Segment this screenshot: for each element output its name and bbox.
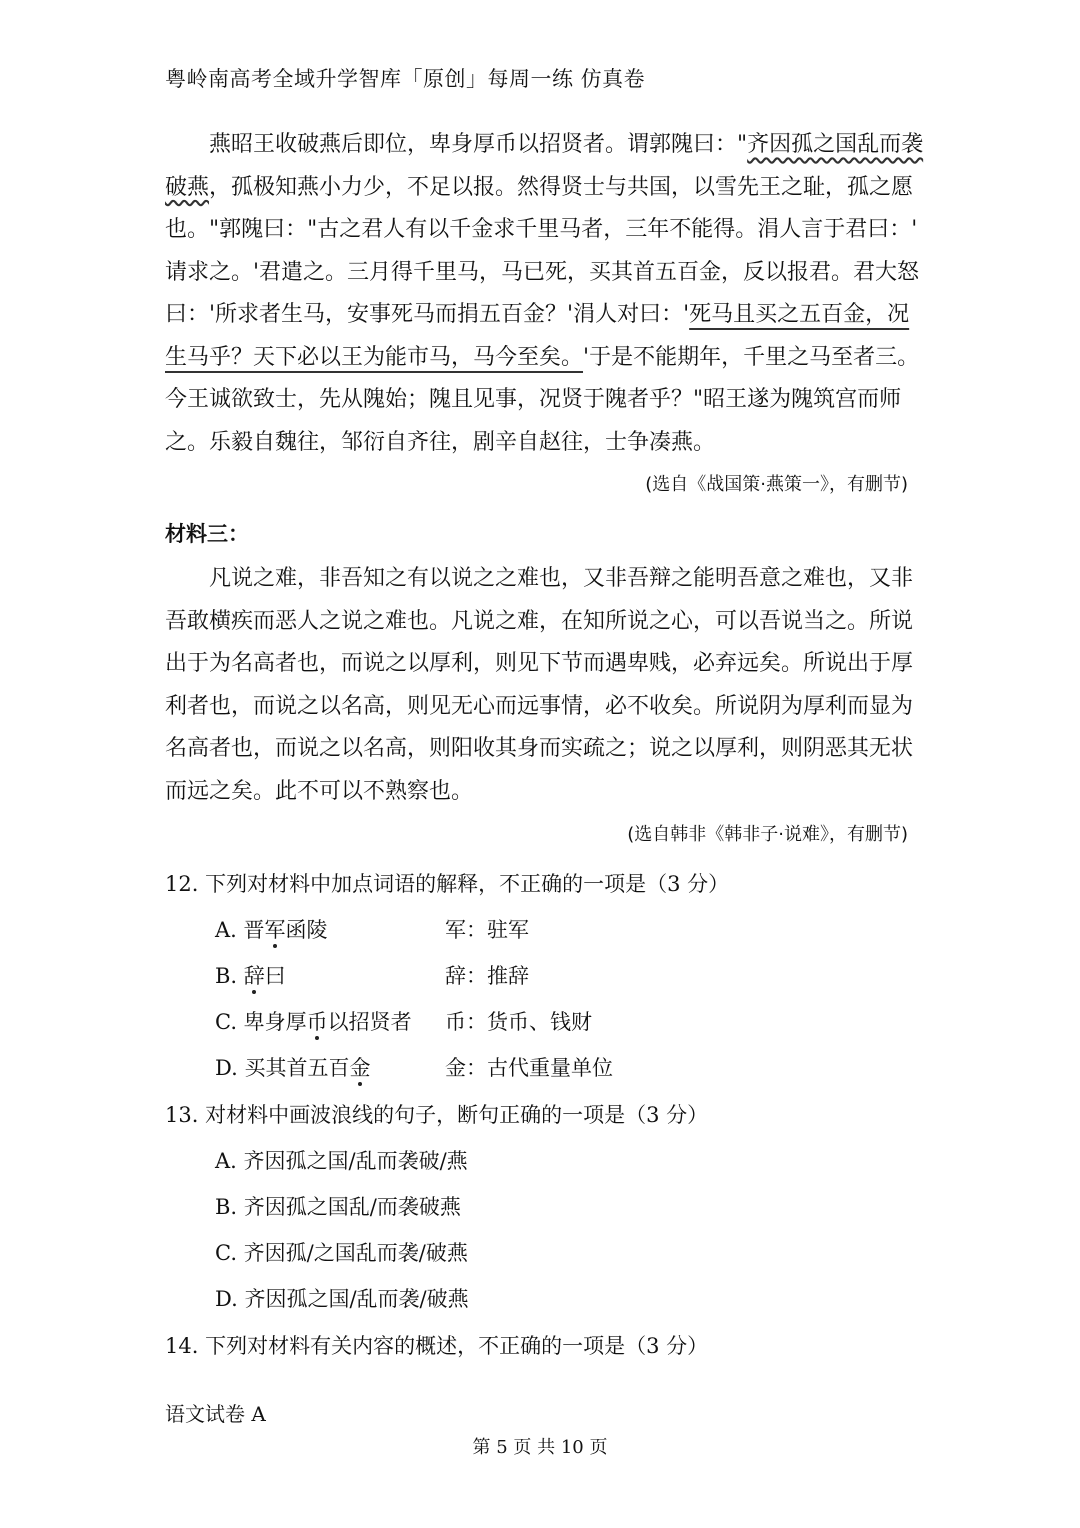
question-12-stem: 12. 下列对材料中加点词语的解释，不正确的一项是（3 分） bbox=[165, 872, 730, 896]
source-citation: (选自《战国策·燕策一》，有删节) bbox=[645, 474, 908, 495]
q13-option-a[interactable]: A. 齐因孤之国/乱而袭破/燕 bbox=[215, 1149, 468, 1173]
wavy-underline-text: 齐因孤之国乱而袭 bbox=[747, 132, 924, 157]
q12-option-d[interactable]: D. 买其首五百金 金：古代重量单位 bbox=[215, 1056, 613, 1080]
passage-line: 也。"郭隗曰："古之君人有以千金求千里马者，三年不能得。涓人言于君曰：' bbox=[165, 217, 918, 242]
dotted-char: 金 bbox=[349, 1056, 371, 1080]
passage-line: 利者也，而说之以名高，则见无心而远事情，必不收矣。所说阴为厚利而显为 bbox=[165, 693, 914, 719]
passage-line: 破燕，孤极知燕小力少，不足以报。然得贤士与共国，以雪先王之耻，孤之愿 bbox=[165, 174, 914, 200]
passage-line: 曰：'所求者生马，安事死马而捐五百金？'涓人对曰：'死马且买之五百金，况 bbox=[165, 302, 910, 327]
passage-line: 出于为名高者也，而说之以厚利，则见下节而遇卑贱，必弃远矣。所说出于厚 bbox=[165, 651, 914, 676]
page-header: 粤岭南高考全域升学智库「原创」每周一练 仿真卷 bbox=[165, 67, 646, 91]
passage-shui-nan bbox=[165, 558, 915, 813]
q12-option-b[interactable]: B. 辞曰 辞：推辞 bbox=[215, 964, 529, 988]
underlined-text: 生马乎？天下必以王为能市马，马今至矣。 bbox=[165, 344, 584, 370]
underlined-text: 死马且买之五百金，况 bbox=[689, 302, 910, 327]
passage-line: 今王诚欲致士，先从隗始；隗且见事，况贤于隗者乎？"昭王遂为隗筑宫而师 bbox=[165, 387, 902, 412]
q13-option-c[interactable]: C. 齐因孤/之国乱而袭/破燕 bbox=[215, 1241, 468, 1265]
dotted-char: 辞 bbox=[243, 964, 265, 988]
page-number: 第 5 页 共 10 页 bbox=[472, 1437, 608, 1458]
q12-option-c[interactable]: C. 卑身厚币以招贤者 币：货币、钱财 bbox=[215, 1010, 592, 1034]
passage-line: 凡说之难，非吾知之有以说之之难也，又非吾辩之能明吾意之难也，又非 bbox=[209, 566, 914, 591]
passage-line: 而远之矣。此不可以不熟察也。 bbox=[165, 778, 474, 804]
q13-option-b[interactable]: B. 齐因孤之国乱/而袭破燕 bbox=[215, 1195, 461, 1219]
passage-line: 生马乎？天下必以王为能市马，马今至矣。'于是不能期年，千里之马至者三。 bbox=[165, 344, 920, 370]
passage-line: 请求之。'君遣之。三月得千里马，马已死，买其首五百金，反以报君。君大怒 bbox=[165, 259, 920, 285]
q13-option-d[interactable]: D. 齐因孤之国/乱而袭/破燕 bbox=[215, 1287, 469, 1311]
passage-yan-ce bbox=[165, 124, 924, 464]
source-citation: (选自韩非《韩非子·说难》，有删节) bbox=[627, 824, 908, 845]
passage-line: 燕昭王收破燕后即位，卑身厚币以招贤者。谓郭隗曰："齐因孤之国乱而袭 bbox=[209, 132, 924, 157]
question-14-stem: 14. 下列对材料有关内容的概述，不正确的一项是（3 分） bbox=[165, 1334, 709, 1358]
passage-line: 之。乐毅自魏往，邹衍自齐往，剧辛自赵往，士争凑燕。 bbox=[165, 429, 716, 455]
passage-line: 名高者也，而说之以名高，则阳收其身而实疏之；说之以厚利，则阴恶其无状 bbox=[165, 736, 914, 761]
dotted-char: 军 bbox=[264, 918, 286, 942]
passage-line: 吾敢横疾而恶人之说之难也。凡说之难，在知所说之心，可以吾说当之。所说 bbox=[165, 608, 914, 634]
dotted-char: 币 bbox=[306, 1010, 328, 1034]
footer-paper-label: 语文试卷 A bbox=[165, 1402, 266, 1426]
q12-option-a[interactable]: A. 晋军函陵 军：驻军 bbox=[215, 918, 529, 942]
question-13-stem: 13. 对材料中画波浪线的句子，断句正确的一项是（3 分） bbox=[165, 1103, 709, 1127]
wavy-underline-text: 破燕 bbox=[165, 174, 210, 200]
section-title: 材料三： bbox=[165, 522, 249, 546]
